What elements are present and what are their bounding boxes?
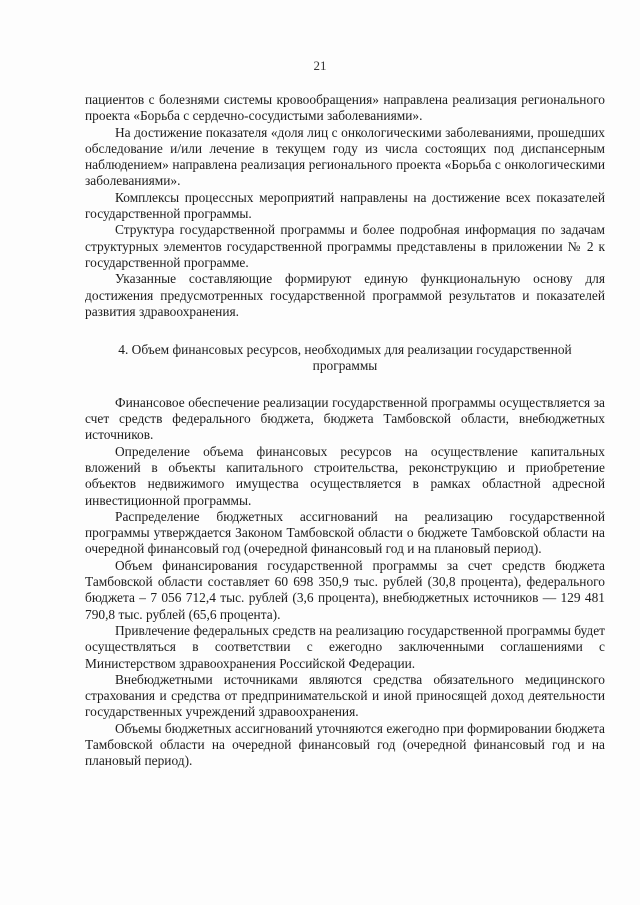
paragraph: Указанные составляющие формируют единую функциональную основу для достижения предусмотренных государственной программой результатов и показателей развития здравоохранения. <box>85 271 605 319</box>
paragraph: Комплексы процессных мероприятий направлены на достижение всех показателей государственной программы. <box>85 189 605 222</box>
paragraph: Объемы бюджетных ассигнований уточняются ежегодно при формировании бюджета Тамбовской области на очередной финансовый год (очередной финансовый год и на плановый период). <box>85 720 605 769</box>
paragraph: Структура государственной программы и более подробная информация по задачам структурных элементов государственной программы представлены в приложении № 2 к государственной программе. <box>85 222 605 270</box>
section-heading: 4. Объем финансовых ресурсов, необходимых для реализации государственной программы <box>118 342 572 374</box>
paragraph: Объем финансирования государственной программы за счет средств бюджета Тамбовской области составляет 60 698 350,9 тыс. рублей (30,8 процента), федерального бюджета – 7 056 712,4 тыс. рублей (3,6 процента), внебюджетных источников — 129 481 790,8 тыс. рублей (65,6 процента). <box>85 557 605 622</box>
paragraph: Определение объема финансовых ресурсов на осуществление капитальных вложений в объекты капитального строительства, реконструкцию и приобретение объектов недвижимого имущества осуществляется в рамках областной адресной инвестиционной программы. <box>85 443 605 508</box>
document-body <box>85 92 605 770</box>
paragraph: пациентов с болезнями системы кровообращения» направлена реализация регионального проекта «Борьба с сердечно-сосудистыми заболеваниями». <box>85 92 605 124</box>
paragraph: Распределение бюджетных ассигнований на реализацию государственной программы утверждается Законом Тамбовской области о бюджете Тамбовской области на очередной финансовый год (очередной финансовый год и на плановый период). <box>85 508 605 557</box>
paragraph: Финансовое обеспечение реализации государственной программы осуществляется за счет средств федерального бюджета, бюджета Тамбовской области, внебюджетных источников. <box>85 394 605 443</box>
paragraph: Внебюджетными источниками являются средства обязательного медицинского страхования и средства от предпринимательской и иной приносящей доход деятельности государственных учреждений здравоохранения. <box>85 671 605 720</box>
paragraph: На достижение показателя «доля лиц с онкологическими заболеваниями, прошедших обследование и/или лечение в текущем году из числа состоящих под диспансерным наблюдением» направлена реализация регионального проекта «Борьба с онкологическими заболеваниями». <box>85 124 605 189</box>
page-number: 21 <box>313 58 327 73</box>
paragraph: Привлечение федеральных средств на реализацию государственной программы будет осуществляться в соответствии с ежегодно заключенными соглашениями с Министерством здравоохранения Российской Федерации. <box>85 622 605 671</box>
